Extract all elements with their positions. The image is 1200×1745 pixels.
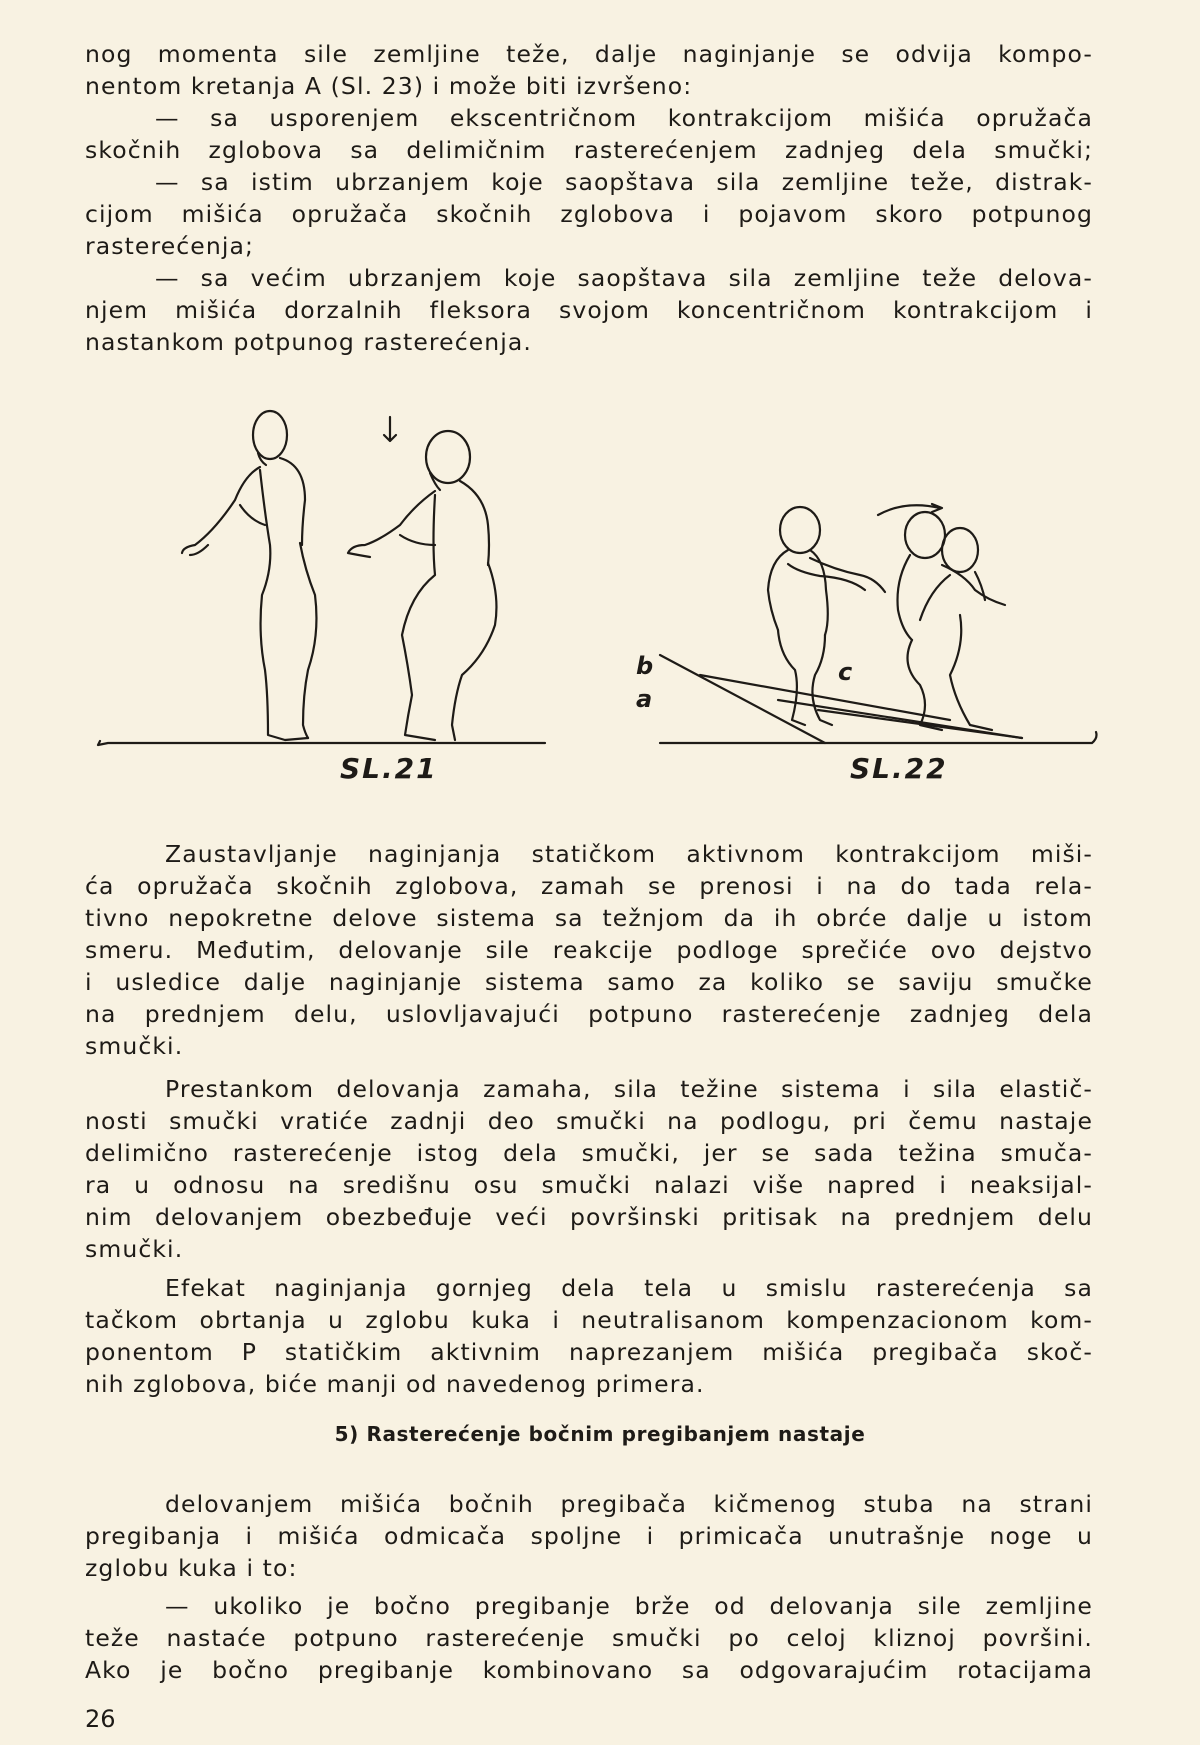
text-line: nih zglobova, biće manji od navedenog primera. <box>85 1370 705 1398</box>
text-line: delimično rasterećenje istog dela smučki, jer se sada težina smuča- <box>85 1139 1093 1167</box>
text-line: smučki. <box>85 1032 184 1060</box>
text-line: nog momenta sile zemljine teže, dalje naginjanje se odvija kompo- <box>85 40 1093 68</box>
text-line: nim delovanjem obezbeđuje veći površinski pritisak na prednjem delu <box>85 1203 1093 1231</box>
text-line: — sa većim ubrzanjem koje saopštava sila zemljine teže delova- <box>155 264 1093 292</box>
text-line: cijom mišića opružača skočnih zglobova i pojavom skoro potpunog <box>85 200 1093 228</box>
text-line: Zaustavljanje naginjanja statičkom aktivnom kontrakcijom miši- <box>165 840 1093 868</box>
text-line: Ako je bočno pregibanje kombinovano sa odgovarajućim rotacijama <box>85 1656 1093 1684</box>
page-number: 26 <box>85 1705 116 1733</box>
paragraph-3 <box>85 1272 1093 1400</box>
skier-illustration-21 <box>90 395 550 795</box>
text-line: delovanjem mišića bočnih pregibača kičmenog stuba na strani <box>165 1490 1093 1518</box>
text-line: skočnih zglobova sa delimičnim rasterećenjem zadnjeg dela smučki; <box>85 136 1093 164</box>
figure-22 <box>620 480 1100 800</box>
text-line: zglobu kuka i to: <box>85 1554 298 1582</box>
text-line: pregibanja i mišića odmicača spoljne i primicača unutrašnje noge u <box>85 1522 1093 1550</box>
figure-21-caption: SL.21 <box>340 752 438 785</box>
text-line: njem mišića dorzalnih fleksora svojom koncentričnom kontrakcijom i <box>85 296 1093 324</box>
figure-21 <box>90 395 550 795</box>
text-line: tačkom obrtanja u zglobu kuka i neutralisanom kompenzacionom kom- <box>85 1306 1093 1334</box>
text-line: rasterećenja; <box>85 232 255 260</box>
text-line: ponentom P statičkim aktivnim naprezanjem mišića pregibača skoč- <box>85 1338 1093 1366</box>
text-line: na prednjem delu, uslovljavajući potpuno rasterećenje zadnjeg dela <box>85 1000 1093 1028</box>
paragraph-2 <box>85 1073 1093 1265</box>
text-line: nosti smučki vratiće zadnji deo smučki na podlogu, pri čemu nastaje <box>85 1107 1093 1135</box>
figure-22-caption: SL.22 <box>850 752 948 785</box>
text-line: i usledice dalje naginjanje sistema samo za koliko se saviju smučke <box>85 968 1093 996</box>
top-paragraph <box>85 38 1093 358</box>
text-line: smučki. <box>85 1235 184 1263</box>
text-line: — sa usporenjem ekscentričnom kontrakcijom mišića opružača <box>155 104 1093 132</box>
label-b: b <box>636 652 654 680</box>
paragraph-4 <box>85 1488 1093 1686</box>
text-line: ća opružača skočnih zglobova, zamah se prenosi i na do tada rela- <box>85 872 1093 900</box>
paragraph-1 <box>85 838 1093 1062</box>
text-line: Efekat naginjanja gornjeg dela tela u smislu rasterećenja sa <box>165 1274 1093 1302</box>
text-line: ra u odnosu na središnu osu smučki nalazi više napred i neaksijal- <box>85 1171 1093 1199</box>
text-line: tivno nepokretne delove sistema sa težnjom da ih obrće dalje u istom <box>85 904 1093 932</box>
text-line: smeru. Međutim, delovanje sile reakcije podloge sprečiće ovo dejstvo <box>85 936 1093 964</box>
text-line: teže nastaće potpuno rasterećenje smučki po celoj kliznoj površini. <box>85 1624 1093 1652</box>
text-line: — sa istim ubrzanjem koje saopštava sila zemljine teže, distrak- <box>155 168 1093 196</box>
text-line: nastankom potpunog rasterećenja. <box>85 328 532 356</box>
text-line: — ukoliko je bočno pregibanje brže od delovanja sile zemljine <box>165 1592 1093 1620</box>
text-line: Prestankom delovanja zamaha, sila težine sistema i sila elastič- <box>165 1075 1093 1103</box>
text-line: nentom kretanja A (Sl. 23) i može biti izvršeno: <box>85 72 693 100</box>
label-a: a <box>636 685 653 713</box>
label-c: c <box>838 658 853 686</box>
section-heading: 5) Rasterećenje bočnim pregibanjem nastaje <box>334 1422 866 1446</box>
